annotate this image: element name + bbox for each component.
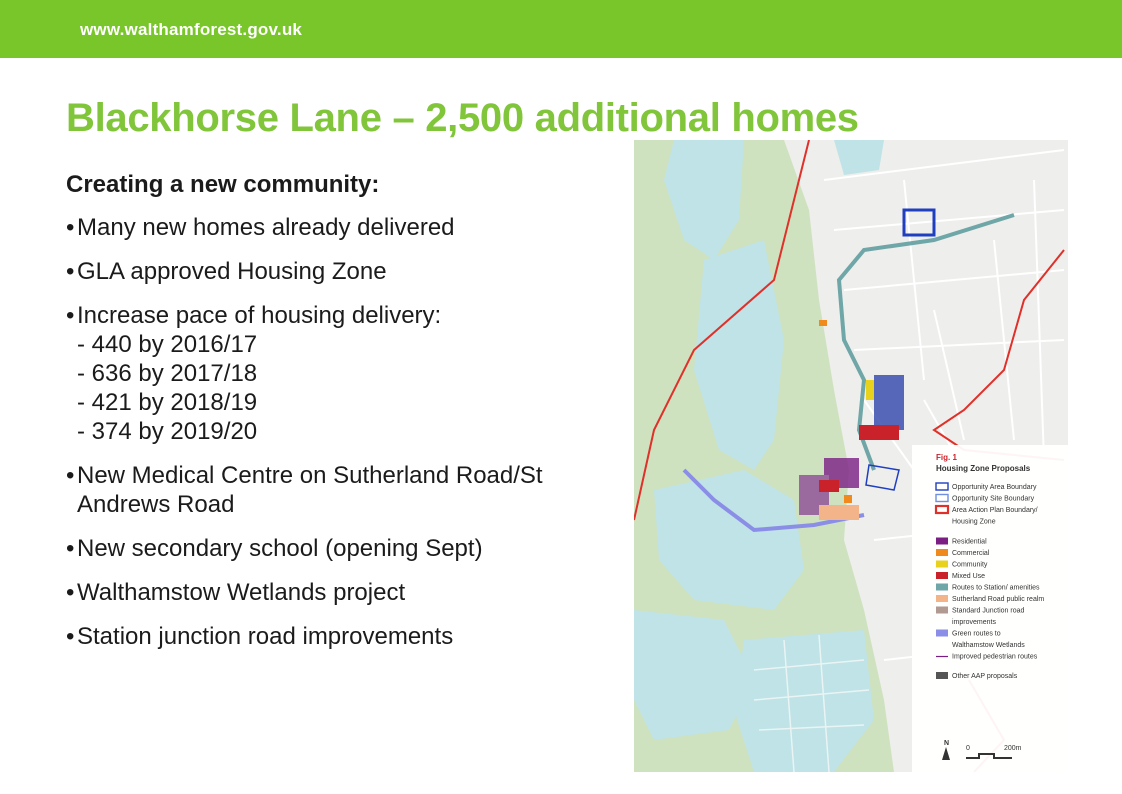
legend-swatch [936,630,948,637]
legend-label: Sutherland Road public realm [952,596,1045,603]
scale-zero: 0 [966,745,970,752]
bullet-dot: • [66,535,75,562]
legend-title: Housing Zone Proposals [936,464,1031,473]
legend-label: Standard Junction road [952,607,1025,615]
bullet-dot: • [66,214,75,241]
legend-label: Mixed Use [952,573,986,580]
site-residential-north [874,375,904,430]
map-svg [634,140,1068,772]
north-label: N [944,740,950,747]
bullet-text: New Medical Centre on Sutherland Road/St Andrews Road [77,462,543,518]
site-mixed-use-south [819,480,839,492]
header-bar [0,0,1122,58]
bullet-text: Station junction road improvements [77,623,454,650]
legend-label: Commercial [952,550,990,557]
bullet-dot: • [66,462,75,489]
site-url[interactable]: www.walthamforest.gov.uk [80,20,303,39]
legend-label: Routes to Station/ amenities [952,584,1040,592]
legend-label: Opportunity Site Boundary [952,495,1035,503]
bullet-junction-improvements [66,622,626,651]
bullet-text: Increase pace of housing delivery: [77,302,442,329]
legend-swatch [936,561,948,568]
bullet-text: GLA approved Housing Zone [77,258,387,285]
legend-swatch [936,672,948,679]
legend-swatch [936,607,948,614]
legend-swatch [936,538,948,545]
legend-label: Residential [952,538,987,546]
bullet-secondary-school [66,534,626,563]
bullet-dot: • [66,579,75,606]
site-commercial-north [819,320,827,326]
bullet-medical-centre [66,461,626,519]
content-text [66,170,626,666]
scale-distance: 200m [1004,745,1022,752]
legend-swatch [936,549,948,556]
bullet-homes-delivered [66,213,626,242]
housing-zone-map [634,140,1068,772]
legend-swatch [936,584,948,591]
sub-item: - 440 by 2016/17 [77,331,258,358]
site-commercial [844,495,852,503]
page-title: Blackhorse Lane – 2,500 additional homes [66,96,859,140]
sub-item: - 421 by 2018/19 [77,389,258,416]
bullet-wetlands [66,578,626,607]
sub-item: - 636 by 2017/18 [77,360,258,387]
legend-label: Area Action Plan Boundary/ [952,507,1038,514]
bullet-text: New secondary school (opening Sept) [77,535,483,562]
legend-swatch [936,572,948,579]
bullet-text: Walthamstow Wetlands project [77,579,406,606]
bullet-text: Many new homes already delivered [77,214,455,241]
bullet-dot: • [66,623,75,650]
legend-swatch [936,595,948,602]
legend-label: Housing Zone [952,518,996,526]
legend-label: Walthamstow Wetlands [952,642,1025,649]
legend-label: Community [952,561,988,569]
legend-fig: Fig. 1 [936,453,957,462]
site-sutherland-realm [819,505,859,520]
bullet-dot: • [66,302,75,329]
bullet-dot: • [66,258,75,285]
site-community [866,380,874,400]
legend-label: Opportunity Area Boundary [952,484,1037,491]
bullet-housing-pace [66,301,626,446]
map-legend [912,445,1068,772]
site-mixed-use [859,425,899,440]
legend-label: Green routes to [952,630,1001,638]
legend-label: improvements [952,619,996,626]
sub-item: - 374 by 2019/20 [77,418,258,445]
bullet-housing-zone [66,257,626,286]
legend-label: Other AAP proposals [952,673,1018,680]
legend-label: Improved pedestrian routes [952,653,1038,661]
subtitle: Creating a new community: [66,171,380,198]
